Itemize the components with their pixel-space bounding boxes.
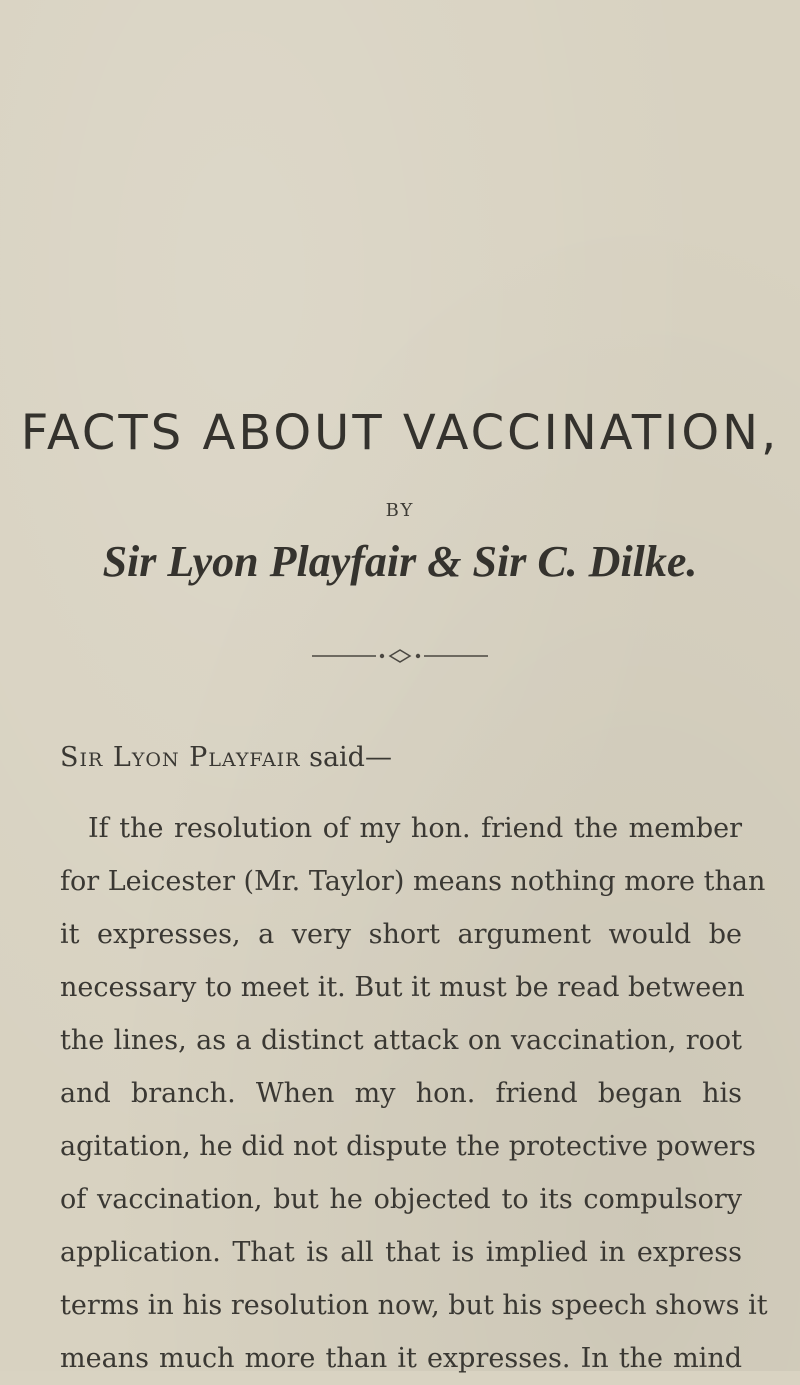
paragraph-line: of vaccination, but he objected to its compulsory [60,1184,742,1215]
speaker-verb: said— [309,742,392,773]
body-paragraph [60,802,768,1385]
paragraph-line: necessary to meet it. But it must be read between [60,972,745,1003]
paragraph-line: and branch. When my hon. friend began his [60,1078,742,1109]
paragraph-line: it expresses, a very short argument would be [60,919,742,950]
authors-line: Sir Lyon Playfair & Sir C. Dilke. [102,537,698,586]
paragraph-line: means much more than it expresses. In the mind [60,1343,742,1374]
speaker-line [60,742,392,773]
document-title: FACTS ABOUT VACCINATION, [20,405,780,461]
speaker-name: Sir Lyon Playfair [60,742,301,773]
ornament-divider [310,648,490,664]
by-line: BY [385,500,415,521]
paragraph-line: If the resolution of my hon. friend the member [88,813,742,844]
paragraph-line: agitation, he did not dispute the protective powers [60,1131,756,1162]
paragraph-line: for Leicester (Mr. Taylor) means nothing more than [60,866,766,897]
paragraph-line: application. That is all that is implied in express [60,1237,742,1268]
paragraph-line: terms in his resolution now, but his speech shows it [60,1290,768,1321]
paragraph-line: the lines, as a distinct attack on vaccination, root [60,1025,742,1056]
